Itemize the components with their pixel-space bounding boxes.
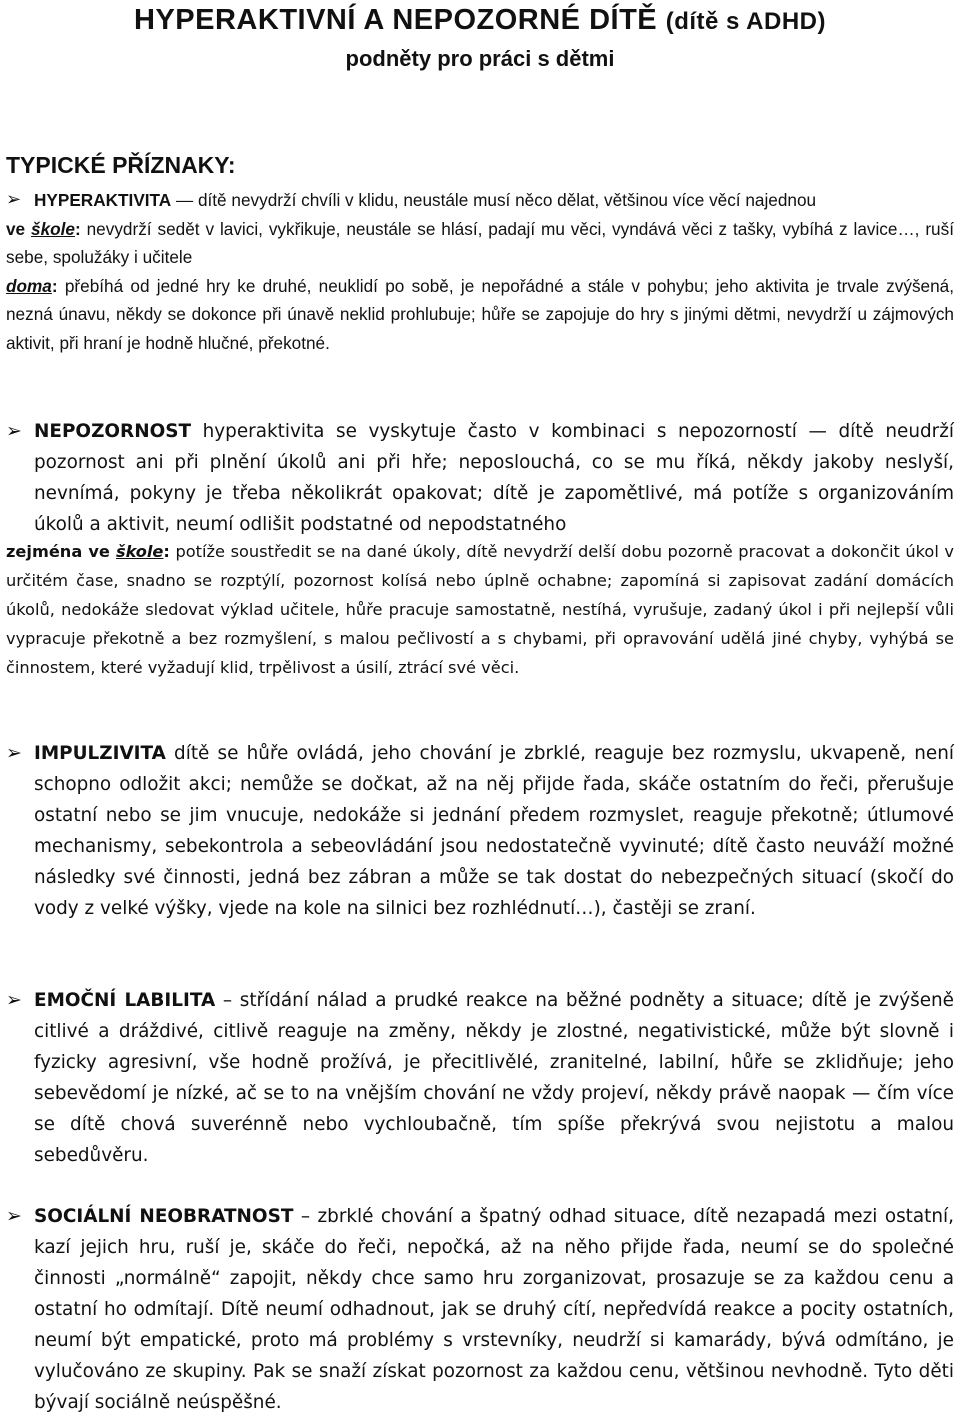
title-main: HYPERAKTIVNÍ A NEPOZORNÉ DÍTĚ [134,4,658,36]
nepozornost-item [6,416,954,540]
school-colon: : [74,218,81,239]
impulzivita-text: dítě se hůře ovládá, jeho chování je zbrklé, reaguje bez rozmyslu, ukvapeně, není schopno odložit akci; nemůže se dočkat, až na něj přijde řada, skáče ostatním do řeči, přerušuje ostatní nebo se jim vnucuje, nedokáže si jednání předem rozmyslet, reaguje překotně; útlumové mechanismy, sebekontrola a sebeovládání jsou nedostatečně vyvinuté; dítě často neuváží možné následky své činnosti, jedná bez zábran a může se tak dostat do nebezpečných situací (skočí do vody z velké výšky, vjede na kole na silnici bez rozhlédnutí…), častěji se zraní. [34,743,954,919]
nepozornost-term: NEPOZORNOST [34,421,192,442]
hyperaktivita-text: dítě nevydrží chvíli v klidu, neustále musí něco dělat, většinou více věcí najednou [197,190,817,210]
arrow-bullet-icon: ➢ [6,1205,22,1227]
school-word: škole [31,218,75,239]
impulzivita-term: IMPULZIVITA [34,743,166,764]
arrow-bullet-icon: ➢ [6,189,22,210]
emocni-labilita-text: – střídání nálad a prudké reakce na běžné podněty a situace; dítě je zvýšeně citlivé a dráždivé, citlivě reaguje na změny, někdy je zlostné, negativistické, může být slovně i fyzicky agresivní, vše hodně prožívá, je přecitlivělé, zranitelné, labilní, hůře se zklidňuje; jeho sebevědomí je nízké, ač se to na vnějším chování ne vždy projeví, někdy právě naopak — čím více se dítě chová suverénně nebo vychloubačně, tím spíše překrývá svou nejistotu a malou sebedůvěru. [34,990,954,1166]
page-title [0,4,960,37]
hyperaktivita-home [6,272,954,358]
hyperaktivita-school [6,215,954,272]
impulzivita-item [6,738,954,924]
nepozornost-school [6,537,954,682]
school-prefix: zejména ve [6,542,116,561]
socialni-neobratnost-text: – zbrklé chování a špatný odhad situace, dítě nezapadá mezi ostatní, kazí jejich hru, ruší je, skáče do řeči, nepočká, až na něho přijde řada, neumí se do společné činnosti „normálně“ zapojit, někdy chce samo hru zorganizovat, prosazuje se za každou cenu a ostatní ho odmítají. Dítě neumí odhadnout, jak se druhý cítí, nepředvídá reakce a pocity ostatních, neumí být empatické, proto má problémy s vrstevníky, neudrží si kamarády, bývá odmítáno, je vylučováno ze skupiny. Pak se snaží získat pozornost za každou cenu, většinou nevhodně. Tyto děti bývají sociálně neúspěšné. [34,1206,954,1413]
arrow-bullet-icon: ➢ [6,742,22,764]
page-subtitle: podněty pro práci s dětmi [345,46,615,71]
socialni-neobratnost-item [6,1201,954,1418]
school-text: potíže soustředit se na dané úkoly, dítě nevydrží delší dobu pozorně pracovat a dokončit úkol v určitém čase, snadno se rozptýlí, pozornost kolísá nebo úplně ochabne; zapomíná si zapisovat zadání domácích úkolů, nedokáže sledovat výklad učitele, hůře pracuje samostatně, nestíhá, vyrušuje, zadaný úkol i při nejlepší vůli vypracuje překotně a bez rozmyšlení, s malou pečlivostí a s chybami, při opravování udělá jiné chyby, vyhýbá se činnostem, které vyžadují klid, trpělivost a úsilí, ztrácí své věci. [6,542,955,677]
hyperaktivita-item [6,186,954,215]
school-word: škole [115,542,164,561]
school-colon: : [163,542,170,561]
hyperaktivita-dash: — [171,190,198,210]
arrow-bullet-icon: ➢ [6,989,22,1011]
home-word: doma [6,275,52,296]
hyperaktivita-term: HYPERAKTIVITA [34,190,172,210]
home-text: přebíhá od jedné hry ke druhé, neuklidí po sobě, je nepořádné a stále v pohybu; jeho aktivita je trvale zvýšená, nezná únavu, někdy se dokonce při únavě neklid prohlubuje; hůře se zapojuje do hry s jinými dětmi, nevydrží u zájmových aktivit, při hraní je hodně hlučné, překotné. [6,275,954,353]
emocni-labilita-item [6,985,954,1171]
home-colon: : [51,275,58,296]
hyperaktivita-block [6,186,954,358]
title-parenthetical: (dítě s ADHD) [665,8,826,35]
socialni-neobratnost-term: SOCIÁLNÍ NEOBRATNOST [34,1206,294,1227]
nepozornost-text: hyperaktivita se vyskytuje často v kombinaci s nepozorností — dítě neudrží pozornost ani při plnění úkolů ani při hře; neposlouchá, co se mu říká, někdy jakoby neslyší, nevnímá, pokyny je třeba několikrát opakovat; dítě je zapomětlivé, má potíže s organizováním úkolů a aktivit, neumí odlišit podstatné od nepodstatného [34,421,954,535]
arrow-bullet-icon: ➢ [6,420,22,442]
section-heading: TYPICKÉ PŘÍZNAKY: [6,152,236,178]
emocni-labilita-term: EMOČNÍ LABILITA [34,990,216,1011]
school-text: nevydrží sedět v lavici, vykřikuje, neustále se hlásí, padají mu věci, vyndává věci z tašky, vybíhá z lavice…, ruší sebe, spolužáky i učitele [6,218,954,268]
school-prefix: ve [6,218,32,239]
